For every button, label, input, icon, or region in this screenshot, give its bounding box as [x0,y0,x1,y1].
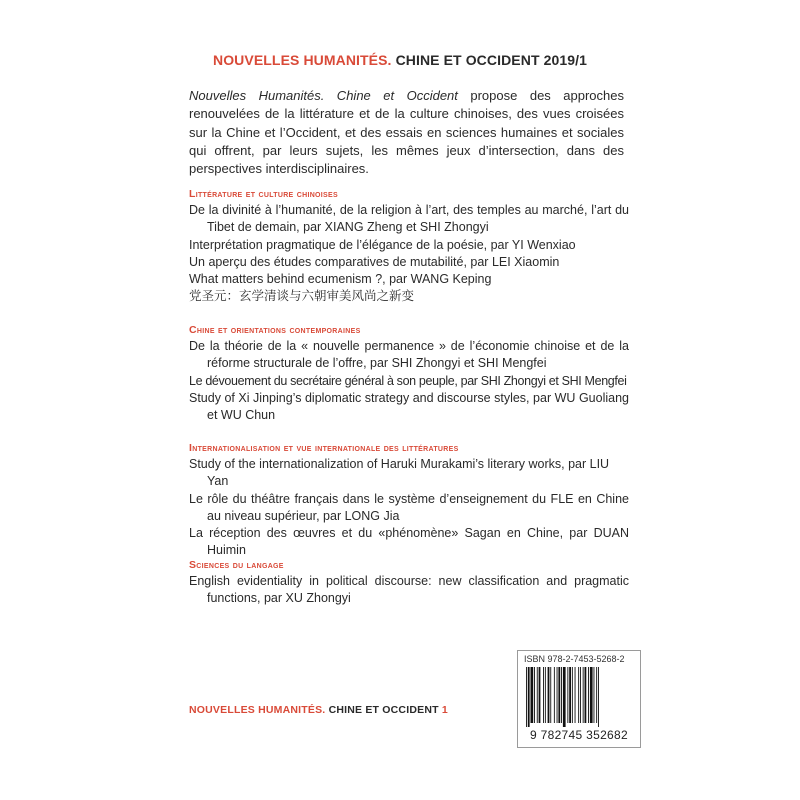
barcode-number: 9 782745 352682 [530,728,628,742]
toc-entry: What matters behind ecumenism ?, par WANG Keping [189,272,492,287]
toc-entry: Study of the internationalization of Haruki Murakami’s literary works, par LIU Yan [189,457,610,489]
intro-italic-title: Nouvelles Humanités. Chine et Occident [189,88,458,103]
isbn-label: ISBN 978-2-7453-5268-2 [524,654,625,664]
section-heading: Sciences du langage [189,559,284,571]
intro-paragraph [189,87,624,178]
isbn-barcode [517,650,641,748]
toc-entry: La réception des œuvres et du «phénomène» Sagan en Chine, par DUAN Huimin [189,526,629,558]
section-internationalisation [189,440,629,560]
section-langage [189,557,629,608]
toc-entry: 党圣元：玄学清谈与六朝审美风尚之新变 [189,289,415,304]
footer-series-title [189,704,448,716]
section-litterature [189,186,629,306]
section-heading: Chine et orientations contemporaines [189,324,361,336]
barcode-image [526,667,632,727]
toc-entry: Le dévouement du secrétaire général à son peuple, par SHI Zhongyi et SHI Mengfei [189,373,627,388]
section-heading: Littérature et culture chinoises [189,188,338,200]
intro-text: propose des approches renouvelées de la littérature et de la culture chinoises, des vues croisées sur la Chine et l’Occident, et des essais en sciences humaines et sociales qui offrent, par leurs sujets, les mêmes jeux d’intersection, dans des perspectives interdisciplinaires. [189,88,624,177]
footer-volume: 1 [441,704,448,716]
toc-entry: De la théorie de la « nouvelle permanence » de l’économie chinoise et de la réforme structurale de l’offre, par SHI Zhongyi et SHI Mengfei [189,339,629,371]
toc-entry: De la divinité à l’humanité, de la religion à l’art, des temples au marché, l’art du Tibet de demain, par XIANG Zheng et SHI Zhongyi [189,203,629,235]
toc-entry: Interprétation pragmatique de l’élégance de la poésie, par YI Wenxiao [189,237,576,252]
footer-series-name: NOUVELLES HUMANITÉS. [189,704,326,716]
toc-entry: Study of Xi Jinping’s diplomatic strategy and discourse styles, par WU Guoliang et WU Chun [189,390,629,423]
toc-entry: English evidentiality in political discourse: new classification and pragmatic functions, par XU Zhongyi [189,574,629,606]
toc-entry: Un aperçu des études comparatives de mutabilité, par LEI Xiaomin [189,254,560,269]
section-heading: Internationalisation et vue internationale des littératures [189,442,459,454]
toc-entry: Le rôle du théâtre français dans le système d’enseignement du FLE en Chine au niveau supérieur, par LONG Jia [189,491,629,523]
section-chine [189,322,629,424]
footer-series-subtitle: CHINE ET OCCIDENT [328,704,439,716]
page-title [0,52,800,68]
series-subtitle: CHINE ET OCCIDENT 2019/1 [395,52,588,68]
series-name: NOUVELLES HUMANITÉS. [212,52,392,68]
